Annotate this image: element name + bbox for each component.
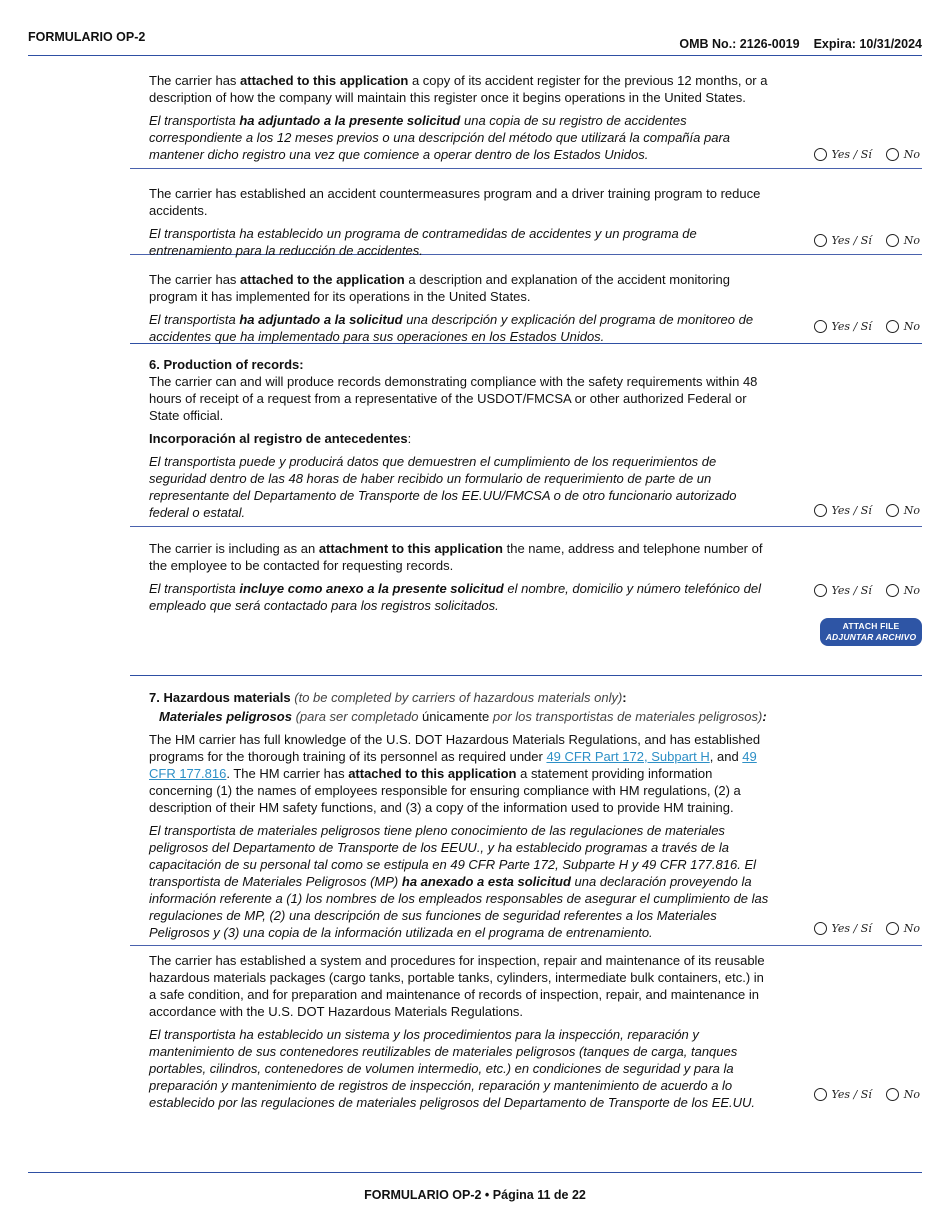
radio-no[interactable]: No <box>886 504 920 517</box>
radio-no[interactable]: No <box>886 922 920 935</box>
radio-no[interactable]: No <box>886 584 920 597</box>
radio-yes[interactable]: Yes / Sí <box>814 922 872 935</box>
countermeasures-radios <box>800 234 920 247</box>
contact-employee-es: El transportista incluye como anexo a la presente solicitud el nombre, domicilio y número telefónico del empleado que será contactado para los registros solicitados. <box>149 581 761 613</box>
radio-circle-icon <box>886 320 899 333</box>
expiration-date: Expira: 10/31/2024 <box>813 37 922 51</box>
accident-register-radios <box>800 148 920 161</box>
form-name: FORMULARIO OP-2 <box>28 30 146 44</box>
radio-circle-icon <box>886 1088 899 1101</box>
radio-yes[interactable]: Yes / Sí <box>814 234 872 247</box>
radio-no[interactable]: No <box>886 320 920 333</box>
form-content <box>130 56 922 1124</box>
packages-block <box>130 946 922 1124</box>
radio-circle-icon <box>886 148 899 161</box>
monitoring-es: El transportista ha adjuntado a la solicitud una descripción y explicación del programa de monitoreo de accidentes que ha implementado para sus operaciones en los Estados Unidos. <box>149 312 754 344</box>
monitoring-radios <box>800 320 920 333</box>
countermeasures-en: The carrier has established an accident countermeasures program and a driver training program to reduce accidents. <box>149 186 761 218</box>
countermeasures-es: El transportista ha establecido un programa de contramedidas de accidentes y un programa de entrenamiento para la reducción de accidentes. <box>149 226 697 258</box>
monitoring-block <box>130 255 922 344</box>
footer-divider <box>28 1172 922 1173</box>
hazmat-es-title: Materiales peligrosos (para ser completado únicamente por los transportistas de materiales peligrosos): <box>159 709 767 724</box>
packages-radios <box>800 1088 920 1101</box>
radio-no[interactable]: No <box>886 1088 920 1101</box>
production-records-es: El transportista puede y producirá datos que demuestren el cumplimiento de los requerimientos de seguridad dentro de las 48 horas de haber recibido un formulario de requerimiento de parte de un representante del Departamento de Transporte de los EE.UU/FMCSA o de otro funcionario autorizado federal o estatal. <box>149 454 737 520</box>
radio-circle-icon <box>886 922 899 935</box>
hazmat-title: 7. Hazardous materials (to be completed by carriers of hazardous materials only): <box>149 690 627 705</box>
radio-yes[interactable]: Yes / Sí <box>814 320 872 333</box>
radio-yes[interactable]: Yes / Sí <box>814 504 872 517</box>
omb-number: OMB No.: 2126-0019 <box>679 37 800 51</box>
radio-circle-icon <box>814 320 827 333</box>
production-records-es-title: Incorporación al registro de antecedentes: <box>149 431 412 446</box>
packages-en: The carrier has established a system and procedures for inspection, repair and maintenance of its reusable hazardous materials packages (cargo tanks, portable tanks, cylinders, intermediate bulk containers, etc.) in a safe condition, and for preparation and maintenance of records of inspection, repair, and maintenance in accordance with the U.S. DOT Hazardous Materials Regulations. <box>149 953 765 1019</box>
monitoring-en: The carrier has attached to the application a description and explanation of the accident monitoring program it has implemented for its operations in the United States. <box>149 272 730 304</box>
radio-circle-icon <box>814 504 827 517</box>
page-footer: FORMULARIO OP-2 • Página 11 de 22 <box>364 1188 586 1202</box>
contact-employee-en: The carrier is including as an attachment to this application the name, address and telephone number of the employee to be contacted for requesting records. <box>149 541 763 573</box>
radio-circle-icon <box>886 504 899 517</box>
radio-yes[interactable]: Yes / Sí <box>814 148 872 161</box>
hazmat-radios <box>800 922 920 935</box>
cfr-172-link[interactable]: 49 CFR Part 172, Subpart H <box>546 749 710 764</box>
accident-register-es: El transportista ha adjuntado a la presente solicitud una copia de su registro de accidentes correspondiente a los 12 meses previos o una descripción del método que utilizará la compañía para mantener dicho registro una vez que comience a operar dentro de los Estados Unidos. <box>149 113 731 162</box>
radio-circle-icon <box>814 1088 827 1101</box>
packages-es: El transportista ha establecido un sistema y los procedimientos para la inspección, reparación y mantenimiento de sus contenedores reutilizables de materiales peligrosos (tanques de carga, tanques portables, cilindros, contenedores de volumen intermedio, etc.) en condiciones de seguridad y para la preparación y mantenimiento de registros de inspección, reparación y mantenimiento de acuerdo a lo establecido por las regulaciones de materiales peligrosos del Departamento de Transporte de los EE.UU. <box>149 1027 756 1110</box>
accident-register-en: The carrier has attached to this application a copy of its accident register for the previous 12 months, or a description of how the company will maintain this register once it begins operations in the United States. <box>149 73 768 105</box>
contact-employee-radios <box>800 584 920 597</box>
production-records-title: 6. Production of records: <box>149 357 304 372</box>
hazmat-en: The HM carrier has full knowledge of the U.S. DOT Hazardous Materials Regulations, and has established programs for the thorough training of its personnel as required under 49 CFR Part 172, Subpart H, and 49 CFR 177.816. The HM carrier has attached to this application a statement providing information concerning (1) the names of employees responsible for ensuring compliance with HM regulations, (2) a description of their HM safety functions, and (3) a copy of the information used to provide HM training. <box>149 732 761 815</box>
omb-info <box>679 37 922 51</box>
radio-circle-icon <box>814 584 827 597</box>
radio-no[interactable]: No <box>886 148 920 161</box>
countermeasures-block <box>130 169 922 258</box>
accident-register-block <box>130 56 922 169</box>
contact-employee-block <box>130 527 922 676</box>
production-records-block <box>130 344 922 527</box>
radio-no[interactable]: No <box>886 234 920 247</box>
radio-circle-icon <box>886 584 899 597</box>
radio-circle-icon <box>814 922 827 935</box>
hazmat-block <box>130 676 922 946</box>
cfr-177-link[interactable]: 49 CFR 177.816 <box>149 749 757 781</box>
radio-circle-icon <box>814 234 827 247</box>
production-records-en: The carrier can and will produce records demonstrating compliance with the safety requirements within 48 hours of receipt of a request from a representative of the USDOT/FMCSA or other authorized Federal or State official. <box>149 374 758 423</box>
radio-yes[interactable]: Yes / Sí <box>814 584 872 597</box>
attach-file-button[interactable]: ATTACH FILE ADJUNTAR ARCHIVO <box>820 618 922 646</box>
radio-yes[interactable]: Yes / Sí <box>814 1088 872 1101</box>
production-records-radios <box>800 504 920 517</box>
hazmat-es: El transportista de materiales peligrosos tiene pleno conocimiento de las regulaciones de materiales peligrosos del Departamento de Transporte de los EEUU., y ha establecido programas a través de la capacitación de su personal tal como se estipula en 49 CFR Parte 172, Subparte H y 49 CFR 177.816. El transportista de Materiales Peligrosos (MP) ha anexado a esta solicitud una declaración proveyendo la información referente a (1) los nombres de los empleados responsables de asegurar el cumplimiento de las regulaciones de MP, (2) una descripción de sus funciones de seguridad referentes a los Materiales Peligrosos y (3) una copia de la información utilizada en el programa de entrenamiento. <box>149 823 769 940</box>
radio-circle-icon <box>886 234 899 247</box>
radio-circle-icon <box>814 148 827 161</box>
